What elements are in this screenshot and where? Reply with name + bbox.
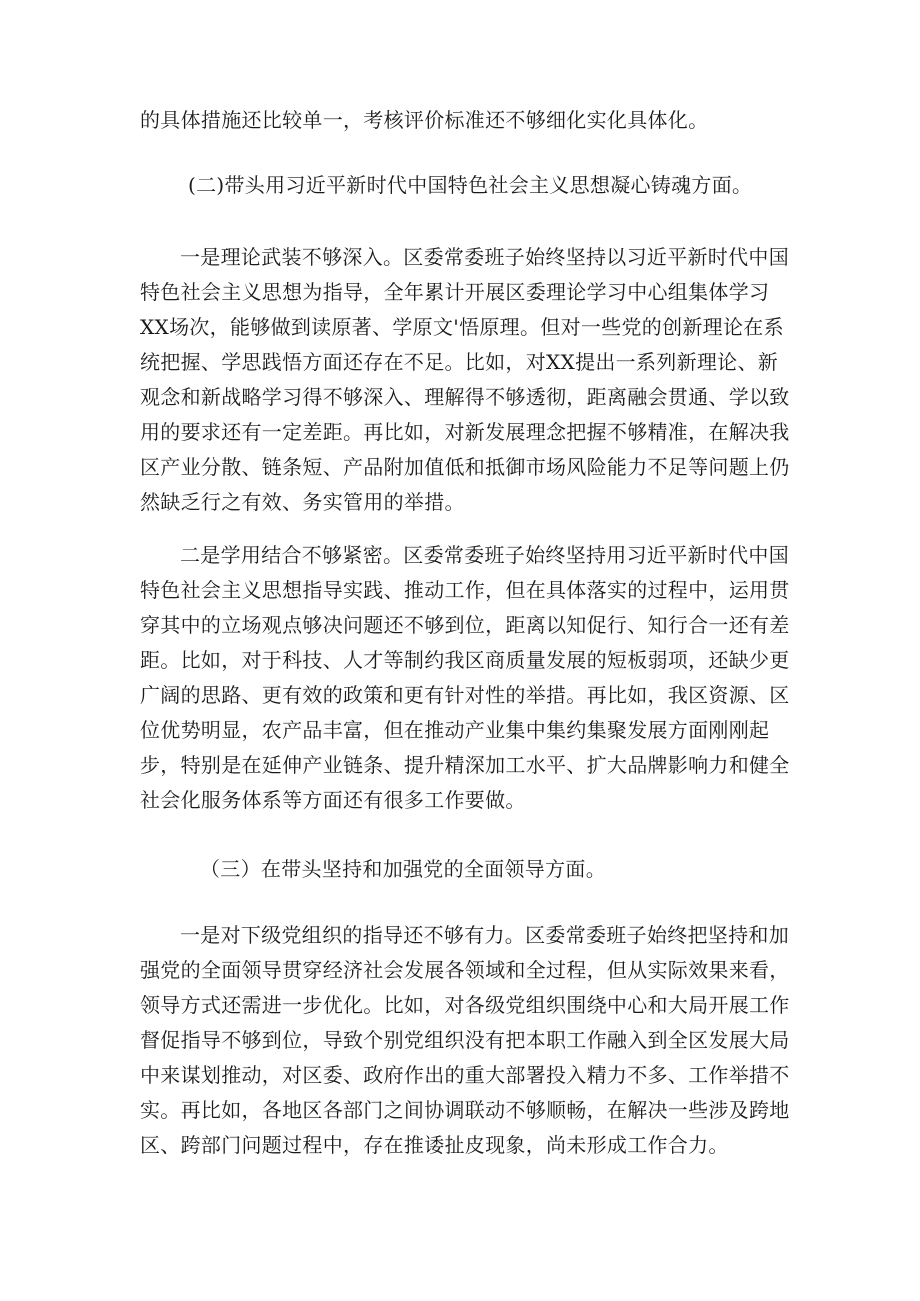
section-heading-3: （三）在带头坚持和加强党的全面领导方面。 — [200, 857, 606, 881]
section-heading-2: (二)带头用习近平新时代中国特色社会主义思想凝心铸魂方面。 — [188, 173, 753, 197]
paragraph-party-guidance: 一是对下级党组织的指导还不够有力。区委常委班子始终把坚持和加强党的全面领导贯穿经济社会发展各领域和全过程，但从实际效果来看，领导方式还需进一步优化。比如，对各级党组织围绕中心和大局开展工作督促指导不够到位，导致个别党组织没有把本职工作融入到全区发展大局中来谋划推动，对区委、政府作出的重大部署投入精力不多、工作举措不实。再比如，各地区各部门之间协调联动不够顺畅，在解决一些涉及跨地区、跨部门问题过程中，存在推诿扯皮现象，尚未形成工作合力。 — [140, 923, 790, 1157]
paragraph-study-application: 二是学用结合不够紧密。区委常委班子始终坚持用习近平新时代中国特色社会主义思想指导实践、推动工作，但在具体落实的过程中，运用贯穿其中的立场观点够决问题还不够到位，距离以知促行、知行合一还有差距。比如，对于科技、人才等制约我区商质量发展的短板弱项，还缺少更广阔的思路、更有效的政策和更有针对性的举措。再比如，我区资源、区位优势明显，农产品丰富，但在推动产业集中集约集聚发展方面刚刚起步，特别是在延伸产业链条、提升精深加工水平、扩大品牌影响力和健全社会化服务体系等方面还有很多工作要做。 — [140, 543, 790, 812]
paragraph-theory-study: 一是理论武装不够深入。区委常委班子始终坚持以习近平新时代中国特色社会主义思想为指导，全年累计开展区委理论学习中心组集体学习XX场次，能够做到读原著、学原文'悟原理。但对一些党的创新理论在系统把握、学思践悟方面还存在不足。比如，对XX提出一系列新理论、新观念和新战略学习得不够深入、理解得不够透彻，距离融会贯通、学以致用的要求还有一定差距。再比如，对新发展理念把握不够精准，在解决我区产业分散、链条短、产品附加值低和抵御市场风险能力不足等问题上仍然缺乏行之有效、务实管用的举措。 — [140, 245, 790, 514]
paragraph-continuation: 的具体措施还比较单一，考核评价标准还不够细化实化具体化。 — [140, 108, 709, 132]
